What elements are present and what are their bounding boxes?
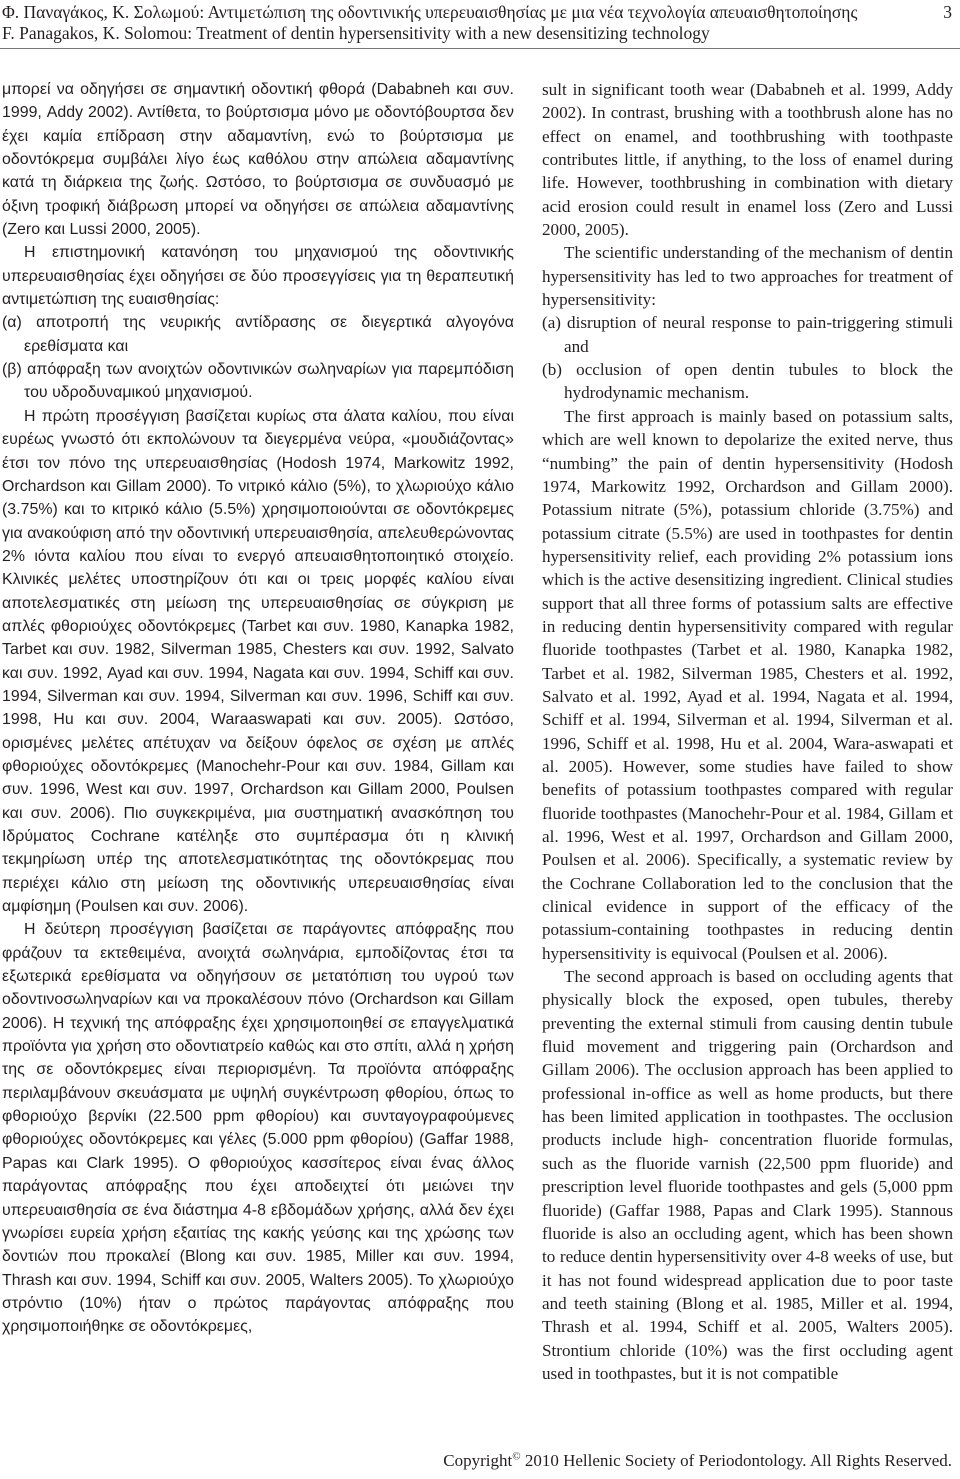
greek-paragraph-1: μπορεί να οδηγήσει σε σημαντική οδοντική φθορά (Dababneh και συν. 1999, Addy 2002). Αντίθετα, το βούρτσισμα μόνο με οδοντόβουρτσα δεν έχει καμία επίδραση στην αδαμαντίνη, ενώ το βούρτσισμα με οδοντόκρεμα συμβάλει λίγο έως καθόλου στην απώλεια αδαμαντίνης κατά τη διάρκεια της ζωής. Ωστόσο, το βούρτσισμα σε συνδυασμό με όξινη τροφική διάβρωση μπορεί να οδηγήσει σε απώλεια αδαμαντίνης (Zero και Lussi 2000, 2005). <box>2 81 514 239</box>
copyright-prefix: Copyright <box>443 1451 513 1470</box>
running-head <box>0 0 960 48</box>
english-paragraph-2: The scientific understanding of the mechanism of dentin hypersensitivity has led to two approaches for treatment of hypersensitivity: <box>542 243 953 310</box>
copyright-text: 2010 Hellenic Society of Periodontology. All Rights Reserved. <box>520 1451 952 1470</box>
copyright-symbol: © <box>512 1450 521 1463</box>
page-number: 3 <box>943 2 952 22</box>
english-paragraph-3: The first approach is mainly based on potassium salts, which are well known to depolarize the exited nerve, thus “numbing” the pain of dentin hypersensitivity (Hodosh 1974, Markowitz 1992, Orchardson and Gillam 2000). Potassium nitrate (5%), potassium chloride (3.75%) and potassium citrate (5.5%) are used in toothpastes for dentin hypersensitivity relief, each providing 2% potassium ions which is the active desensitizing ingredient. Clinical studies support that all three forms of potassium salts are effective in reducing dentin hypersensitivity compared with regular fluoride toothpastes (Tarbet et al. 1980, Kanapka 1982, Tarbet et al. 1982, Silverman 1985, Chesters et al. 1992, Salvato et al. 1992, Ayad et al. 1994, Nagata et al. 1994, Schiff et al. 1994, Silverman et al. 1994, Silverman et al. 1996, Schiff et al. 1998, Hu et al. 2004, Wara-aswapati et al. 2005). However, some studies have failed to show benefits of potassium toothpastes compared with regular fluoride toothpastes (Manochehr-Pour et al. 1984, Gillam et al. 1996, West et al. 1997, Orchardson and Gillam 2000, Poulsen et al. 2006). Specifically, a systematic review by the Cochrane Collaboration led to the conclusion that the clinical evidence in support of the efficacy of the potassium-containing toothpastes in reducing dentin hypersensitivity is equivocal (Poulsen et al. 2006). <box>542 406 953 963</box>
running-head-english: F. Panagakos, K. Solomou: Treatment of dentin hypersensitivity with a new desensitizing technology <box>2 23 710 43</box>
greek-list-item-b: (β) απόφραξη των ανοιχτών οδοντινικών σωληναρίων για παρεμπόδιση του υδροδυναμικού μηχανισμού. <box>2 361 514 402</box>
header-divider <box>0 48 960 49</box>
greek-paragraph-3: Η πρώτη προσέγγιση βασίζεται κυρίως στα άλατα καλίου, που είναι ευρέως γνωστό ότι εκπολώνουν τα διεγερμένα νεύρα, «μουδιάζοντας» έτσι τον πόνο της υπερευαισθησίας (Hodosh 1974, Markowitz 1992, Orchardson και Gillam 2000). Το νιτρικό κάλιο (5%), το χλωριούχο κάλιο (3.75%) και το κιτρικό κάλιο (5.5%) χρησιμοποιούνται σε οδοντόκρεμες για ανακούφιση από την οδοντινική υπερευαισθησία, απελευθερώνοντας 2% ιόντα καλίου που είναι το ενεργό απευαισθητοποιητικό στοιχείο. Κλινικές μελέτες υποστηρίζουν ότι και οι τρεις μορφές καλίου είναι αποτελεσματικές στη μείωση της υπερευαισθησίας σε σύγκριση με απλές φθοριούχες οδοντόκρεμες (Tarbet και συν. 1980, Kanapka 1982, Tarbet και συν. 1982, Silverman 1985, Chesters και συν. 1992, Salvato και συν. 1992, Ayad και συν. 1994, Nagata και συν. 1994, Schiff και συν. 1994, Silverman και συν. 1994, Silverman και συν. 1996, Schiff και συν. 1998, Hu και συν. 2004, Waraaswapati και συν. 2005). Ωστόσο, ορισμένες μελέτες απέτυχαν να δείξουν όφελος σε σχέση με απλές φθοριούχες οδοντόκρεμες (Manochehr-Pour και συν. 1984, Gillam και συν. 1996, West και συν. 1997, Orchardson και Gillam 2000, Poulsen και συν. 2006). Πιο συγκεκριμένα, μια συστηματική ανασκόπηση του Ιδρύματος Cochrane κατέληξε στο συμπέρασμα ότι η κλινική τεκμηρίωση υπέρ της αποτελεσματικότητας της οδοντόκρεμας που περιέχει κάλιο στη μείωση της οδοντινικής υπερευαισθησίας είναι αμφίσημη (Poulsen και συν. 2006). <box>2 407 514 916</box>
greek-paragraph-4: Η δεύτερη προσέγγιση βασίζεται σε παράγοντες απόφραξης που φράζουν τα εκτεθειμένα, ανοιχτά σωληνάρια, εμποδίζοντας έτσι τα εξωτερικά ερεθίσματα να οδηγήσουν σε μετατόπιση του υγρού των οδοντινοσωληναρίων και να προκαλέσουν πόνο (Orchardson και Gillam 2006). Η τεχνική της απόφραξης έχει χρησιμοποιηθεί σε επαγγελματικά προϊόντα για χρήση στο οδοντιατρείο καθώς και στο σπίτι, αλλά η χρήση της σε οδοντόκρεμες είναι περιορισμένη. Τα προϊόντα απόφραξης περιλαμβάνουν σκευάσματα με υψηλή συγκέντρωση φθορίου, όπως το φθοριούχο βερνίκι (22.500 ppm φθορίου) και συνταγογραφούμενες φθοριούχες οδοντόκρεμες και γέλες (5.000 ppm φθορίου) (Gaffar 1988, Papas και Clark 1995). Ο φθοριούχος κασσίτερος είναι ένας άλλος παράγοντας απόφραξης που έχει αποδειχτεί ότι μειώνει την υπερευαισθησία σε ένα διάστημα 4-8 εβδομάδων χρήσης, αλλά δεν έχει γνωρίσει ευρεία χρήση εξαιτίας της κακής γεύσης και της χρώσης των δοντιών που προκαλεί (Blong και συν. 1985, Miller και συν. 1994, Thrash και συν. 1994, Schiff και συν. 2005, Walters 2005). Το χλωριούχο στρόντιο (10%) ήταν ο πρώτος παράγοντας απόφραξης που χρησιμοποιήθηκε σε οδοντόκρεμες, <box>2 921 514 1336</box>
english-list-item-a: (a) disruption of neural response to pain-triggering stimuli and <box>542 313 953 356</box>
english-column <box>542 78 953 1385</box>
greek-column <box>2 78 514 1339</box>
english-paragraph-1: sult in significant tooth wear (Dababneh et al. 1999, Addy 2002). In contrast, brushing with a toothbrush alone has no effect on enamel, and toothbrushing with toothpaste contributes little, if anything, to the loss of enamel during life. However, toothbrushing in combination with dietary acid erosion could result in enamel loss (Zero and Lussi 2000, 2005). <box>542 80 953 240</box>
english-list-item-b: (b) occlusion of open dentin tubules to block the hydrodynamic mechanism. <box>542 360 953 403</box>
greek-paragraph-2: Η επιστημονική κατανόηση του μηχανισμού της οδοντινικής υπερευαισθησίας έχει οδηγήσει σε δύο προσεγγίσεις για τη θεραπευτική αντιμετώπιση της ευαισθησίας: <box>2 244 514 309</box>
english-paragraph-4: The second approach is based on occluding agents that physically block the exposed, open tubules, thereby preventing the external stimuli from causing dentin tubule fluid movement and triggering pain (Orchardson and Gillam 2006). The occlusion approach has been applied to professional in-office as well as home products, but there has been limited application in toothpastes. The occlusion products include high- concentration fluoride formulas, such as the fluoride varnish (22,500 ppm fluoride) and prescription level fluoride toothpastes and gels (5,000 ppm fluoride) (Gaffar 1988, Papas and Clark 1995). Stannous fluoride is also an occluding agent, which has been shown to reduce dentin hypersensitivity over 4-8 weeks of use, but it has not found widespread application due to poor taste and teeth staining (Blong et al. 1985, Miller et al. 1994, Thrash et al. 1994, Schiff et al. 2005, Walters 2005). Strontium chloride (10%) was the first occluding agent used in toothpastes, but it is not compatible <box>542 967 953 1383</box>
greek-list-item-a: (α) αποτροπή της νευρικής αντίδρασης σε διεγερτικά αλγογόνα ερεθίσματα και <box>2 314 514 355</box>
copyright-notice <box>443 1451 952 1471</box>
running-head-greek: Φ. Παναγάκος, Κ. Σολωμού: Αντιμετώπιση της οδοντινικής υπερευαισθησίας με μια νέα τεχνολογία απευαισθητοποίησης <box>2 2 858 22</box>
